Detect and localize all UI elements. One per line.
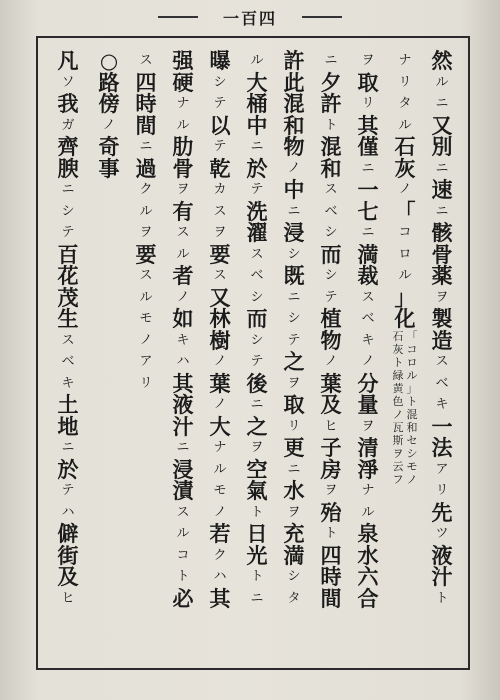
page-number: 一百四 bbox=[200, 6, 300, 28]
text-column: 許 此 混 和 物 ノ 中 ニ 浸 シ 既 ニ シ テ 之 ヲ 取 リ 更 ニ 水 ヲ 充 満 シ タ bbox=[283, 48, 305, 606]
text-column: 然 ル ニ 又 別 ニ 速 ニ 骸 骨 薬 ヲ 製 造 ス ベ キ 一 法 ア リ 先 ツ 液 汁 ト bbox=[431, 48, 453, 606]
text-column: ○ 路 傍 ノ 奇 事 bbox=[98, 48, 120, 181]
text-column: ヲ 取 リ 其 僅 ニ 一 七 ニ 満 裁 ス ベ キ ノ 分 量 ヲ 清 淨 ナ ル 泉 水 六 合 bbox=[357, 53, 379, 611]
text-column: ニ 夕 許 ト 混 和 ス ベ シ 而 シ テ 植 物 ノ 葉 及 ヒ 子 房 ヲ 殆 ト 四 時 間 bbox=[320, 53, 342, 611]
text-column: 凡 ソ 我 ガ 齊 腴 ニ シ テ 百 花 茂 生 ス ベ キ 土 地 ニ 於 テ ハ 僻 街 及 ヒ bbox=[57, 48, 79, 606]
text-column: ル 大 桶 中 ニ 於 テ 洗 濯 ス ベ シ 而 シ テ 後 ニ 之 ヲ 空 氣 ト 日 光 ト ニ bbox=[246, 53, 268, 606]
text-column: 强 硬 ナ ル 肋 骨 ヲ 有 ス ル 者 ノ 如 キ ハ 其 液 汁 ニ 浸 漬 ス ル コ ト 必 bbox=[172, 48, 194, 611]
text-frame bbox=[36, 36, 470, 670]
text-column: ナ リ タ ル 石 灰 ノ 「 コ ロ ル 」 化 「 コ ロ ル 」 ト 混 和 セ シ モ ノ 石 灰 ト 緑 黄 色 ノ 瓦 斯 ヲ 云 フ bbox=[392, 53, 418, 486]
text-column: ス 四 時 間 ニ 過 ク ル ヲ 要 ス ル モ ノ ア リ bbox=[135, 53, 157, 391]
text-column: 曝 シ テ 以 テ 乾 カ ス ヲ 要 ス 又 林 樹 ノ 葉 ノ 大 ナ ル モ ノ 若 ク ハ 其 bbox=[209, 48, 231, 611]
annotation-note: 「 コ ロ ル 」 ト 混 和 セ シ モ ノ 石 灰 ト 緑 黄 色 ノ 瓦 斯 ヲ 云 フ bbox=[392, 329, 418, 486]
